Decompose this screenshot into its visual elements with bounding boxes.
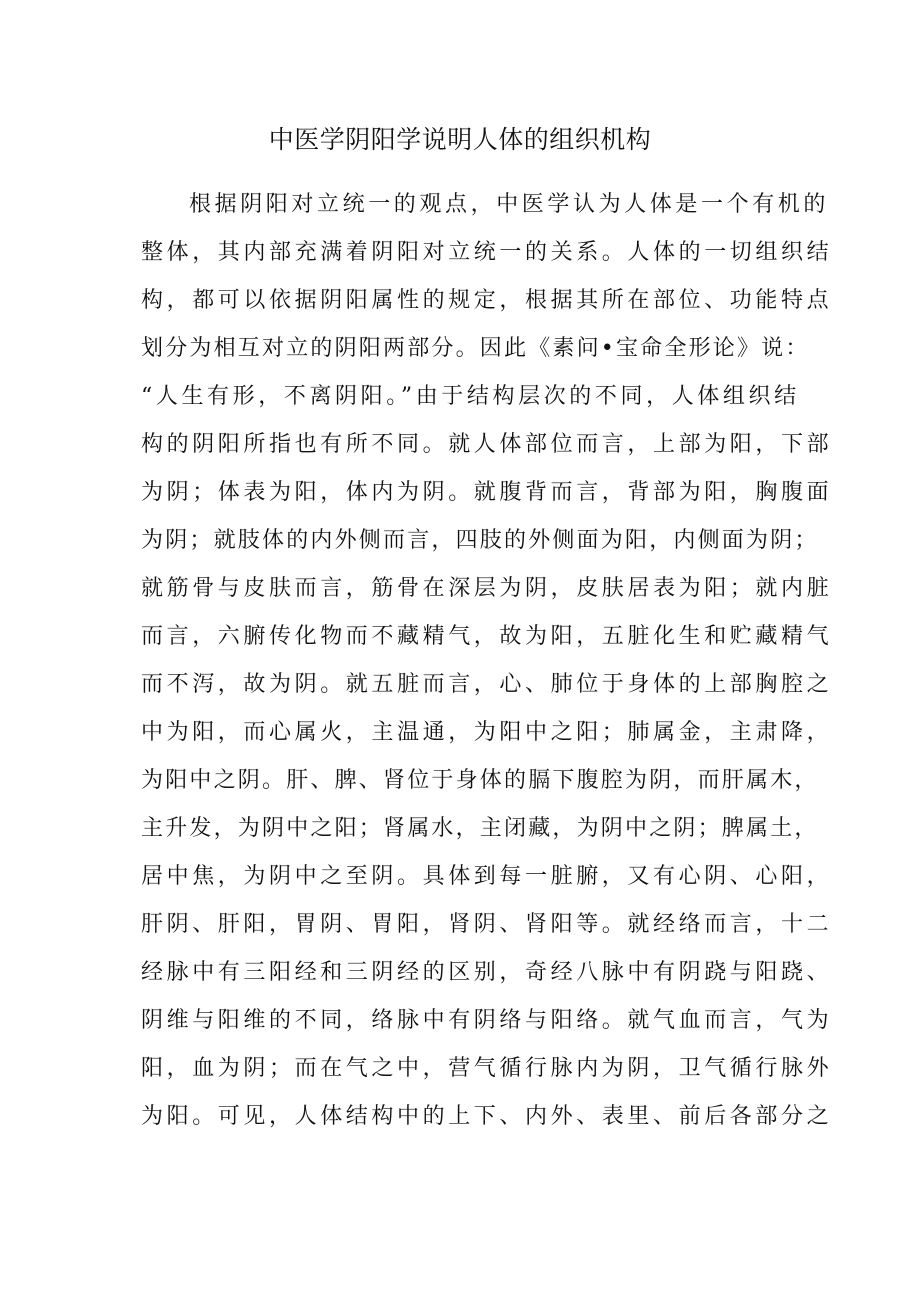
body-line: 整体，其内部充满着阴阳对立统一的关系。人体的一切组织结 [141, 240, 833, 265]
document-title: 中医学阴阳学说明人体的组织机构 [268, 125, 652, 154]
body-line: 为阳。可见，人体结构中的上下、内外、表里、前后各部分之 [141, 1104, 833, 1129]
body-line: 阴维与阳维的不同，络脉中有阴络与阳络。就气血而言，气为 [141, 1008, 833, 1033]
body-line: 中为阳，而心属火，主温通，为阳中之阳；肺属金，主肃降， [141, 720, 833, 745]
body-line: 为阴；就肢体的内外侧而言，四肢的外侧面为阳，内侧面为阴； [141, 528, 819, 553]
body-line: 就筋骨与皮肤而言，筋骨在深层为阴，皮肤居表为阳；就内脏 [141, 576, 833, 601]
body-line: “人生有形，不离阴阳。”由于结构层次的不同，人体组织结 [141, 384, 800, 409]
body-line: 构的阴阳所指也有所不同。就人体部位而言，上部为阳，下部 [141, 432, 833, 457]
body-line: 主升发，为阴中之阳；肾属水，主闭藏，为阴中之阴；脾属土， [141, 816, 819, 841]
body-line: 而不泻，故为阴。就五脏而言，心、肺位于身体的上部胸腔之 [141, 672, 833, 697]
body-line: 为阴；体表为阳，体内为阴。就腹背而言，背部为阳，胸腹面 [141, 480, 833, 505]
body-line: 根据阴阳对立统一的观点，中医学认为人体是一个有机的 [189, 192, 830, 217]
body-line: 经脉中有三阳经和三阴经的区别，奇经八脉中有阴跷与阳跷、 [141, 960, 833, 985]
body-line: 划分为相互对立的阴阳两部分。因此《素问•宝命全形论》说： [141, 336, 810, 361]
body-line: 肝阴、肝阳，胃阴、胃阳，肾阴、肾阳等。就经络而言，十二 [141, 912, 833, 937]
body-line: 为阳中之阴。肝、脾、肾位于身体的膈下腹腔为阴，而肝属木， [141, 768, 819, 793]
body-line: 而言，六腑传化物而不藏精气，故为阳，五脏化生和贮藏精气 [141, 624, 833, 649]
body-line: 阳，血为阴；而在气之中，营气循行脉内为阴，卫气循行脉外 [141, 1056, 833, 1081]
body-line: 构，都可以依据阴阳属性的规定，根据其所在部位、功能特点 [141, 288, 833, 313]
body-line: 居中焦，为阴中之至阴。具体到每一脏腑，又有心阴、心阳， [141, 864, 833, 889]
